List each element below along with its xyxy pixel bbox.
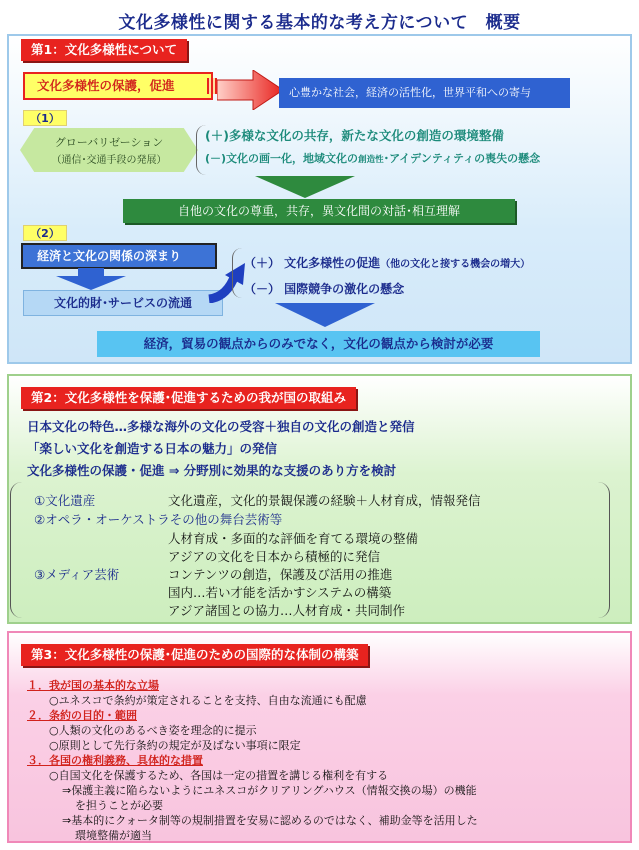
section-3-heading: 第3：文化多様性の保護･促進のための国際的な体制の構築 <box>21 644 368 666</box>
text-rights-3a: ⇒基本的にクォータ制等の規制措置を安易に認めるのではなく、補助金等を活用した <box>62 814 478 827</box>
support-line: 文化多様性の保護・促進 ⇒ 分野別に効果的な支援のあり方を検討 <box>27 463 397 478</box>
right-arrow-icon <box>217 70 283 110</box>
promote-box: 文化多様性の保護，促進 <box>23 72 213 100</box>
japan-culture-line: 日本文化の特色…多様な海外の文化の受容＋独自の文化の創造と発信 <box>27 419 415 434</box>
item-media-arts-desc-2: 国内…若い才能を活かすシステムの構築 <box>168 585 392 600</box>
number-label-2: （2） <box>23 225 67 241</box>
globalization-label: グローバリゼーション <box>54 136 164 149</box>
number-label-1: （1） <box>23 110 67 126</box>
down-arrow-icon <box>255 176 355 198</box>
result-box: 心豊かな社会，経済の活性化，世界平和への寄与 <box>279 78 570 108</box>
globalization-sub-label: （通信･交通手段の発展） <box>51 155 167 166</box>
negative-effect-2: （－） 国際競争の激化の懸念 <box>244 282 405 296</box>
item-performing-arts-desc-1: 人材育成・多面的な評価を育てる環境の整備 <box>168 531 419 546</box>
item-heritage-desc: 文化遺産，文化的景観保護の経験＋人材育成，情報発信 <box>168 493 481 508</box>
item-media-arts-desc-3: アジア諸国との協力…人材育成・共同制作 <box>168 603 406 618</box>
down-arrow-icon <box>275 303 375 327</box>
goods-services-box: 文化的財･サービスの流通 <box>23 290 223 316</box>
economy-culture-box: 経済と文化の関係の深まり <box>21 243 217 269</box>
text-rights-2b: を担うことが必要 <box>75 799 163 812</box>
item-media-arts-label: ③メディア芸術 <box>34 567 120 582</box>
text-rights-3b: 環境整備が適当 <box>75 829 152 842</box>
brace-right <box>598 482 610 618</box>
brace-2 <box>232 248 242 298</box>
item-media-arts-desc-1: コンテンツの創造，保護及び活用の推進 <box>168 567 393 582</box>
section-1-heading: 第1：文化多様性について <box>21 39 187 61</box>
brace-left <box>10 482 22 618</box>
text-purpose-1: ○人類の文化のあるべき姿を理念的に提示 <box>49 724 257 737</box>
page-title: 文化多様性に関する基本的な考え方について 概要 <box>118 13 521 33</box>
text-rights-1: ○自国文化を保護するため、各国は一定の措置を講じる権利を有する <box>49 769 389 782</box>
subheading-rights-measures: ３．各国の権利義務、具体的な措置 <box>27 754 203 767</box>
section-2-heading: 第2：文化多様性を保護･促進するための我が国の取組み <box>21 387 356 409</box>
subheading-purpose-scope: ２．条約の目的・範囲 <box>27 709 137 722</box>
text-rights-2a: ⇒保護主義に陥らないようにユネスコがクリアリングハウス（情報交換の場）の機能 <box>62 784 477 797</box>
subheading-basic-position: １．我が国の基本的な立場 <box>27 679 159 692</box>
item-performing-arts-label: ②オペラ・オーケストラその他の舞台芸術等 <box>34 512 283 527</box>
message-line: 「楽しい文化を創造する日本の魅力」の発信 <box>27 441 278 456</box>
text-basic-position: ○ユネスコで条約が策定されることを支持、自由な流通にも配慮 <box>49 694 367 707</box>
stripes-decoration <box>207 78 217 94</box>
globalization-box <box>20 128 198 172</box>
conclusion-box: 経済，貿易の観点からのみでなく，文化の観点から検討が必要 <box>97 331 540 357</box>
down-arrow-icon <box>56 268 126 290</box>
mutual-respect-box: 自他の文化の尊重，共存，異文化間の対話･相互理解 <box>123 199 515 223</box>
item-heritage-label: ①文化遺産 <box>34 493 96 508</box>
positive-effect-2: （＋） 文化多様性の促進（他の文化と接する機会の増大） <box>244 256 531 270</box>
negative-effect-1: (－)文化の画一化，地域文化の創造性･アイデンティティの喪失の懸念 <box>205 152 541 165</box>
text-purpose-2: ○原則として先行条約の規定が及ばない事項に限定 <box>49 739 301 752</box>
positive-effect-1: (＋)多様な文化の共存，新たな文化の創造の環境整備 <box>205 128 504 143</box>
item-performing-arts-desc-2: アジアの文化を日本から積極的に発信 <box>168 549 381 564</box>
